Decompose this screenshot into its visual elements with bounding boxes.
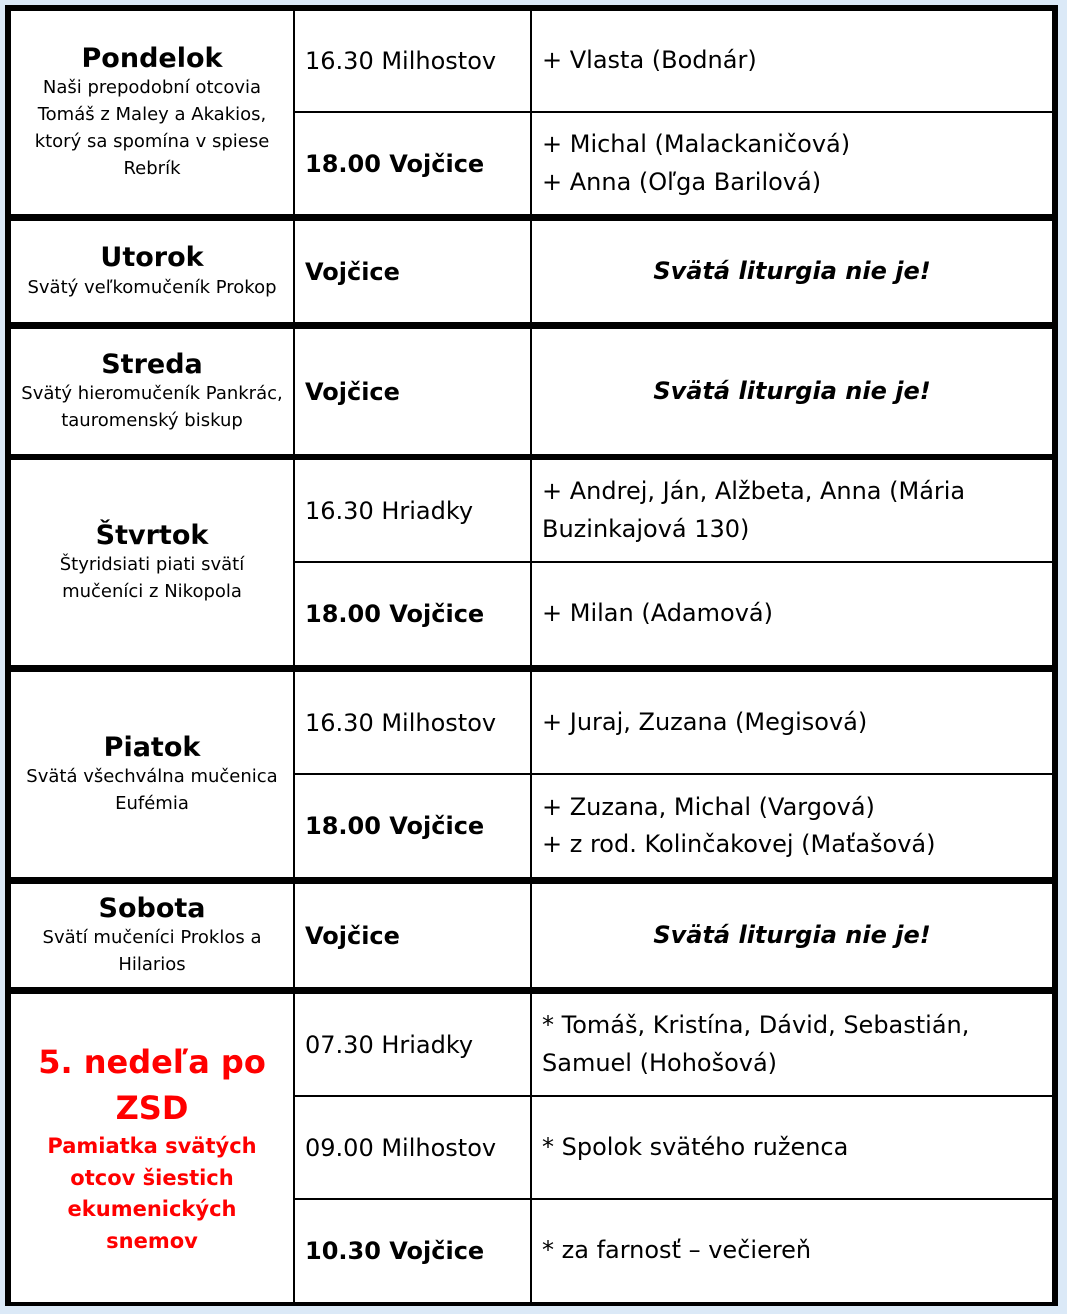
- time-place: 09.00 Milhostov: [305, 1133, 497, 1162]
- intention-cell: [532, 884, 1052, 987]
- day-name: Sobota: [98, 892, 206, 924]
- intention: + Juraj, Zuzana (Megisová): [542, 707, 868, 736]
- intention-cell: [532, 460, 1052, 561]
- intention: + Vlasta (Bodnár): [542, 46, 757, 75]
- time-place-cell: [295, 329, 530, 454]
- day-cell-wednesday: [11, 329, 293, 454]
- time-place-cell: [295, 11, 530, 111]
- day-name: Piatok: [103, 731, 201, 763]
- time-place-cell: [295, 1200, 530, 1302]
- feast-name: Štyridsiati piati svätí mučeníci z Nikopola: [59, 554, 245, 603]
- time-place-cell: [295, 460, 530, 561]
- intention: + z rod. Kolinčakovej (Maťašová): [542, 830, 936, 858]
- intention-cell: [532, 994, 1052, 1095]
- no-liturgy-note: Svätá liturgia nie je!: [653, 376, 931, 405]
- feast-name: Pamiatka svätých otcov šiestich ekumenických snemov: [47, 1134, 257, 1253]
- feast-name: Naši prepodobní otcovia Tomáš z Maley a Akakios, ktorý sa spomína v spiese Rebrík: [34, 77, 270, 180]
- no-liturgy-note: Svätá liturgia nie je!: [653, 920, 931, 949]
- intention: * Tomáš, Kristína, Dávid, Sebastián, Samuel (Hohošová): [542, 1011, 970, 1077]
- time-place: 18.00 Vojčice: [305, 600, 485, 628]
- intention: + Michal (Malackaničová): [542, 130, 851, 159]
- time-place: 10.30 Vojčice: [305, 1237, 485, 1265]
- intention-cell: [532, 1200, 1052, 1302]
- time-place: Vojčice: [305, 921, 400, 950]
- intention: * za farnosť – večiereň: [542, 1236, 812, 1265]
- intention-cell: [532, 775, 1052, 877]
- intention: + Anna (Oľga Barilová): [542, 167, 822, 196]
- time-place: Vojčice: [305, 377, 400, 406]
- intention-cell: [532, 329, 1052, 454]
- day-cell-sunday: [11, 994, 293, 1302]
- intention: + Milan (Adamová): [542, 599, 773, 628]
- no-liturgy-note: Svätá liturgia nie je!: [653, 256, 931, 285]
- intention: + Andrej, Ján, Alžbeta, Anna (Mária Buzinkajová 130): [542, 477, 966, 543]
- time-place-cell: [295, 775, 530, 877]
- intention-cell: [532, 1097, 1052, 1198]
- time-place: 16.30 Hriadky: [305, 496, 474, 525]
- time-place-cell: [295, 563, 530, 665]
- feast-name: Svätý veľkomučeník Prokop: [27, 276, 277, 298]
- day-name: 5. nedeľa po ZSD: [38, 1042, 266, 1127]
- day-cell-thursday: [11, 460, 293, 665]
- day-cell-friday: [11, 672, 293, 877]
- intention-cell: [532, 563, 1052, 665]
- intention: + Zuzana, Michal (Vargová): [542, 792, 875, 821]
- day-cell-saturday: [11, 884, 293, 987]
- time-place-cell: [295, 113, 530, 214]
- feast-name: Svätá všechválna mučenica Eufémia: [26, 766, 278, 815]
- time-place: 18.00 Vojčice: [305, 812, 485, 840]
- intention-cell: [532, 11, 1052, 111]
- day-cell-monday: [11, 11, 293, 214]
- time-place-cell: [295, 884, 530, 987]
- schedule-table: [5, 5, 1058, 1306]
- time-place: 16.30 Milhostov: [305, 708, 497, 737]
- intention-cell: [532, 221, 1052, 322]
- time-place: 18.00 Vojčice: [305, 149, 485, 178]
- time-place-cell: [295, 994, 530, 1095]
- day-name: Utorok: [100, 242, 204, 274]
- intention-cell: [532, 113, 1052, 214]
- day-name: Pondelok: [81, 42, 223, 74]
- time-place: 07.30 Hriadky: [305, 1030, 474, 1059]
- intention-cell: [532, 672, 1052, 773]
- time-place: Vojčice: [305, 257, 400, 286]
- time-place: 16.30 Milhostov: [305, 47, 497, 75]
- feast-name: Svätý hieromučeník Pankrác, tauromenský biskup: [21, 383, 283, 432]
- day-cell-tuesday: [11, 221, 293, 322]
- time-place-cell: [295, 221, 530, 322]
- intention: * Spolok svätého ruženca: [542, 1132, 849, 1161]
- time-place-cell: [295, 1097, 530, 1198]
- day-name: Streda: [101, 348, 203, 380]
- day-name: Štvrtok: [95, 519, 209, 551]
- feast-name: Svätí mučeníci Proklos a Hilarios: [42, 927, 262, 976]
- time-place-cell: [295, 672, 530, 773]
